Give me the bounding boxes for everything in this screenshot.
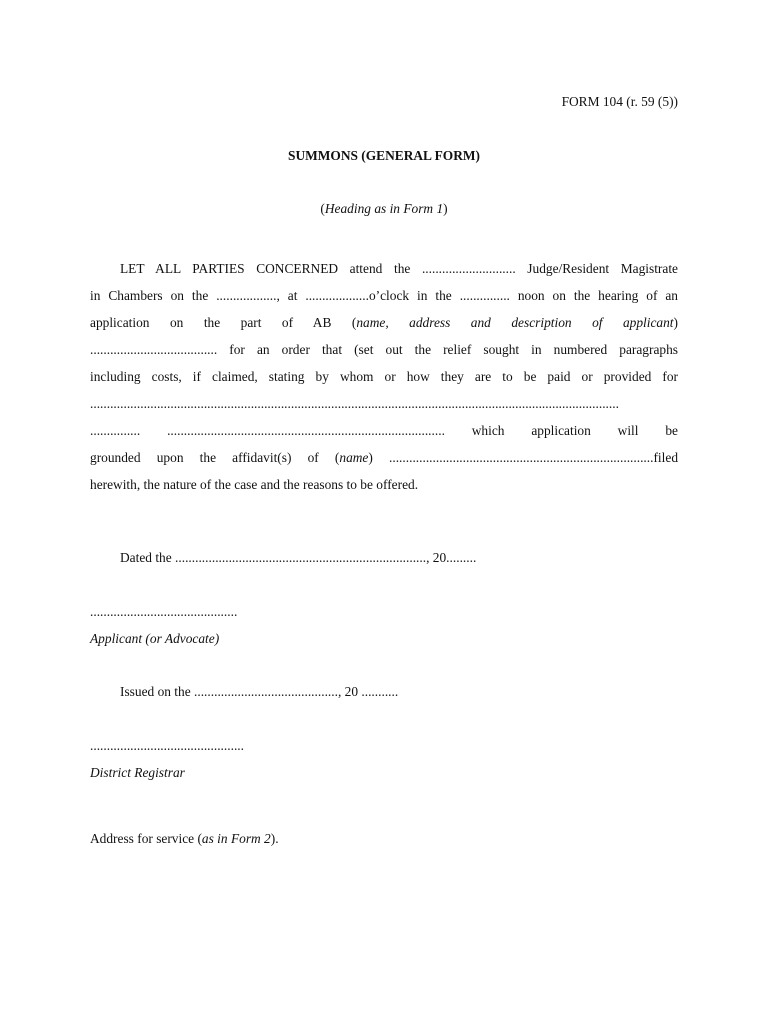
address-post: ). bbox=[270, 831, 279, 846]
body-line-4: ...................................... for an order that (set out the relief sought in numbered paragraphs bbox=[90, 342, 678, 357]
body-line-8-post: ) ...............................................................................filed bbox=[368, 450, 679, 465]
applicant-signature-line: ............................................ bbox=[90, 604, 238, 619]
body-line-3-italic: name, address and description of applicant bbox=[356, 315, 674, 330]
document-title: SUMMONS (GENERAL FORM) bbox=[288, 148, 480, 163]
body-line-8-italic: name bbox=[339, 450, 369, 465]
body-line-8-pre: grounded upon the affidavit(s) of ( bbox=[90, 450, 340, 465]
dated-line: Dated the ..........................................................................., 20......... bbox=[120, 550, 477, 565]
issued-line: Issued on the ..........................................., 20 ........... bbox=[120, 684, 399, 699]
heading-note-open: ( bbox=[320, 201, 325, 216]
applicant-label: Applicant (or Advocate) bbox=[90, 631, 220, 646]
heading-note-close: ) bbox=[443, 201, 448, 216]
address-italic: as in Form 2 bbox=[201, 831, 271, 846]
body-line-1: LET ALL PARTIES CONCERNED attend the ............................ Judge/Resident Magistrate bbox=[120, 261, 678, 276]
heading-note-text: Heading as in Form 1 bbox=[324, 201, 444, 216]
body-line-7-b: ................................................................................... bbox=[167, 423, 445, 438]
address-for-service bbox=[90, 831, 279, 847]
summons-body bbox=[90, 255, 678, 498]
body-line-2: in Chambers on the .................., at ...................o’clock in the ............... noon on the hearing of an bbox=[90, 288, 678, 303]
body-line-5: including costs, if claimed, stating by whom or how they are to be paid or provided for bbox=[90, 369, 678, 384]
heading-note bbox=[0, 201, 768, 217]
body-line-7-c: which application will be bbox=[471, 423, 678, 438]
address-pre: Address for service ( bbox=[90, 831, 202, 846]
body-line-9: herewith, the nature of the case and the reasons to be offered. bbox=[90, 477, 419, 492]
body-line-6: .............................................................................................................................................................. bbox=[90, 396, 619, 411]
body-line-8 bbox=[90, 444, 678, 471]
body-line-3-pre: application on the part of AB ( bbox=[90, 315, 357, 330]
body-line-7-a: ............... bbox=[90, 423, 141, 438]
body-line-7 bbox=[90, 417, 678, 444]
registrar-label: District Registrar bbox=[90, 765, 185, 780]
registrar-signature-line: .............................................. bbox=[90, 738, 244, 753]
body-line-3 bbox=[90, 309, 678, 336]
form-reference: FORM 104 (r. 59 (5)) bbox=[561, 94, 678, 109]
body-line-3-post: ) bbox=[673, 315, 678, 330]
